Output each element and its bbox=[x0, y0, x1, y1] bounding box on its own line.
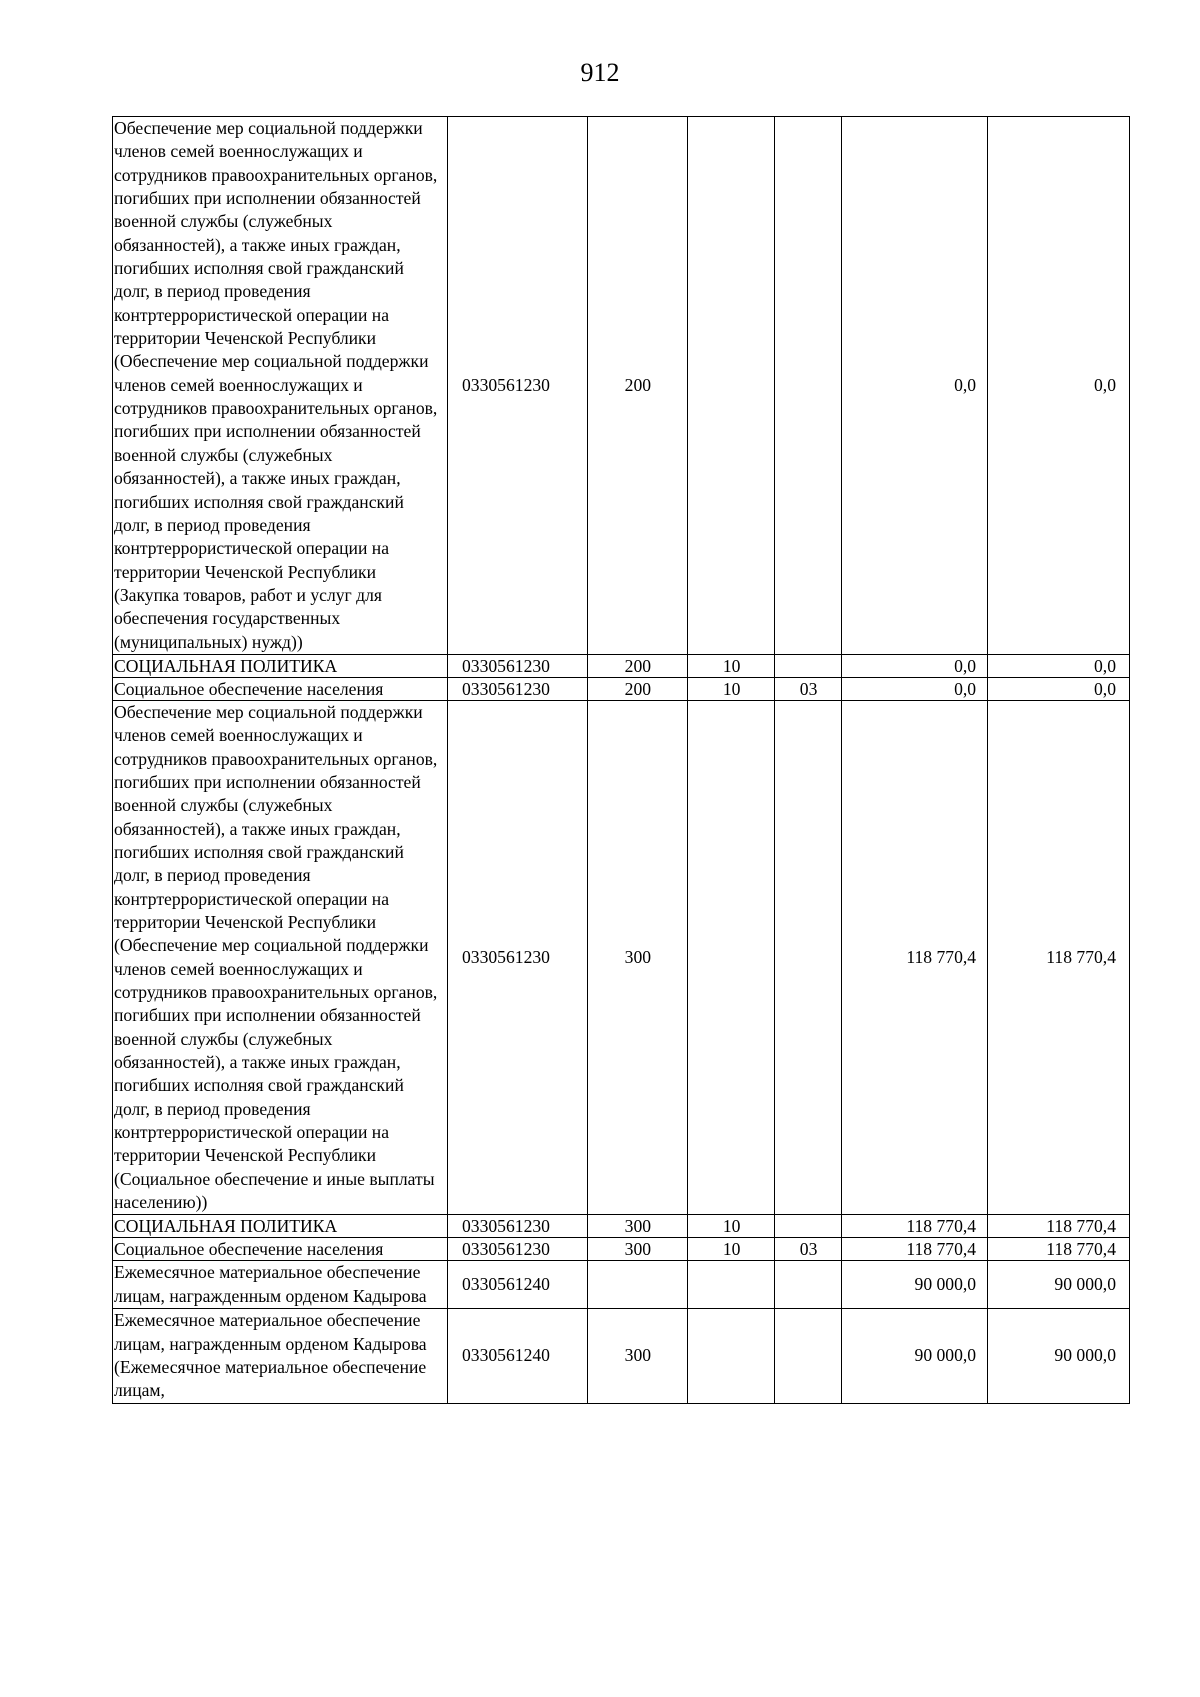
section-cell bbox=[688, 117, 775, 655]
target-article-cell: 0330561230 bbox=[447, 654, 587, 677]
target-article-cell: 0330561230 bbox=[447, 677, 587, 700]
section-cell: 10 bbox=[688, 677, 775, 700]
subsection-cell bbox=[775, 1261, 842, 1309]
amount-1-cell: 118 770,4 bbox=[841, 1238, 987, 1261]
target-article-cell: 0330561240 bbox=[447, 1261, 587, 1309]
amount-1-cell: 0,0 bbox=[841, 654, 987, 677]
section-cell: 10 bbox=[688, 1215, 775, 1238]
amount-2-cell: 118 770,4 bbox=[988, 1238, 1130, 1261]
row-description: Обеспечение мер социальной поддержки членов семей военнослужащих и сотрудников правоохранительных органов, погибших при исполнении обязанностей военной службы (служебных обязанностей), а также иных граждан, погибших исполняя свой гражданский долг, в период проведения контртеррористической операции на территории Чеченской Республики (Обеспечение мер социальной поддержки членов семей военнослужащих и сотрудников правоохранительных органов, погибших при исполнении обязанностей военной службы (служебных обязанностей), а также иных граждан, погибших исполняя свой гражданский долг, в период проведения контртеррористической операции на территории Чеченской Республики (Закупка товаров, работ и услуг для обеспечения государственных (муниципальных) нужд)) bbox=[113, 117, 448, 655]
amount-2-cell: 0,0 bbox=[988, 677, 1130, 700]
table-row bbox=[113, 677, 1130, 700]
amount-1-cell: 0,0 bbox=[841, 677, 987, 700]
section-cell bbox=[688, 700, 775, 1215]
target-article-cell: 0330561230 bbox=[447, 1238, 587, 1261]
amount-2-cell: 90 000,0 bbox=[988, 1309, 1130, 1403]
section-cell bbox=[688, 1309, 775, 1403]
row-description: СОЦИАЛЬНАЯ ПОЛИТИКА bbox=[113, 1215, 448, 1238]
section-cell: 10 bbox=[688, 654, 775, 677]
target-article-cell: 0330561230 bbox=[447, 1215, 587, 1238]
row-description: СОЦИАЛЬНАЯ ПОЛИТИКА bbox=[113, 654, 448, 677]
row-description: Ежемесячное материальное обеспечение лицам, награжденным орденом Кадырова bbox=[113, 1261, 448, 1309]
subsection-cell bbox=[775, 1309, 842, 1403]
table-row bbox=[113, 700, 1130, 1215]
amount-1-cell: 90 000,0 bbox=[841, 1309, 987, 1403]
table-row bbox=[113, 1261, 1130, 1309]
amount-2-cell: 90 000,0 bbox=[988, 1261, 1130, 1309]
section-cell bbox=[688, 1261, 775, 1309]
row-description: Обеспечение мер социальной поддержки членов семей военнослужащих и сотрудников правоохранительных органов, погибших при исполнении обязанностей военной службы (служебных обязанностей), а также иных граждан, погибших исполняя свой гражданский долг, в период проведения контртеррористической операции на территории Чеченской Республики (Обеспечение мер социальной поддержки членов семей военнослужащих и сотрудников правоохранительных органов, погибших при исполнении обязанностей военной службы (служебных обязанностей), а также иных граждан, погибших исполняя свой гражданский долг, в период проведения контртеррористической операции на территории Чеченской Республики (Социальное обеспечение и иные выплаты населению)) bbox=[113, 700, 448, 1215]
expense-type-cell: 200 bbox=[587, 654, 687, 677]
row-description: Ежемесячное материальное обеспечение лицам, награжденным орденом Кадырова (Ежемесячное материальное обеспечение лицам, bbox=[113, 1309, 448, 1403]
amount-1-cell: 118 770,4 bbox=[841, 1215, 987, 1238]
expense-type-cell: 200 bbox=[587, 677, 687, 700]
row-description: Социальное обеспечение населения bbox=[113, 1238, 448, 1261]
subsection-cell bbox=[775, 654, 842, 677]
expense-type-cell: 300 bbox=[587, 1238, 687, 1261]
table-row bbox=[113, 654, 1130, 677]
table-row bbox=[113, 117, 1130, 655]
table-row bbox=[113, 1238, 1130, 1261]
subsection-cell bbox=[775, 700, 842, 1215]
expense-type-cell: 300 bbox=[587, 1309, 687, 1403]
expense-type-cell: 300 bbox=[587, 700, 687, 1215]
subsection-cell: 03 bbox=[775, 677, 842, 700]
page-number: 912 bbox=[580, 58, 620, 87]
expense-type-cell bbox=[587, 1261, 687, 1309]
target-article-cell: 0330561240 bbox=[447, 1309, 587, 1403]
amount-2-cell: 118 770,4 bbox=[988, 1215, 1130, 1238]
section-cell: 10 bbox=[688, 1238, 775, 1261]
target-article-cell: 0330561230 bbox=[447, 700, 587, 1215]
amount-1-cell: 118 770,4 bbox=[841, 700, 987, 1215]
budget-table bbox=[112, 116, 1130, 1404]
subsection-cell: 03 bbox=[775, 1238, 842, 1261]
amount-2-cell: 118 770,4 bbox=[988, 700, 1130, 1215]
amount-2-cell: 0,0 bbox=[988, 654, 1130, 677]
target-article-cell: 0330561230 bbox=[447, 117, 587, 655]
amount-1-cell: 0,0 bbox=[841, 117, 987, 655]
table-row bbox=[113, 1309, 1130, 1403]
table-row bbox=[113, 1215, 1130, 1238]
expense-type-cell: 300 bbox=[587, 1215, 687, 1238]
expense-type-cell: 200 bbox=[587, 117, 687, 655]
row-description: Социальное обеспечение населения bbox=[113, 677, 448, 700]
subsection-cell bbox=[775, 1215, 842, 1238]
amount-1-cell: 90 000,0 bbox=[841, 1261, 987, 1309]
subsection-cell bbox=[775, 117, 842, 655]
amount-2-cell: 0,0 bbox=[988, 117, 1130, 655]
